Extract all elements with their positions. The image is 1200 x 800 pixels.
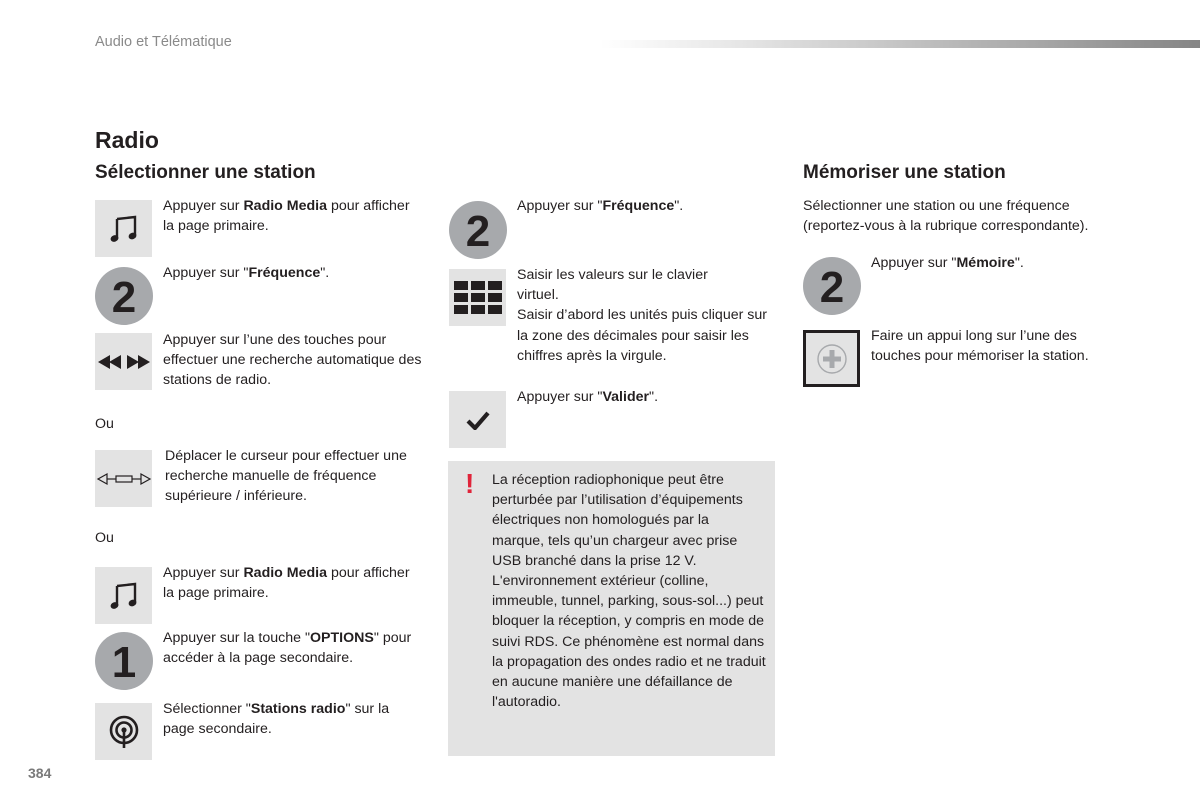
page-number: 384 <box>28 765 52 781</box>
step-text-line: Saisir les valeurs sur le clavier virtuel. <box>517 267 708 304</box>
chapter-label: Audio et Télématique <box>95 34 232 50</box>
stations-radio-button <box>95 703 152 760</box>
step-text: Appuyer sur la touche "OPTIONS" pour accéder à la page secondaire. <box>163 630 412 667</box>
step-text: Appuyer sur "Fréquence". <box>517 198 684 214</box>
frequency-slider <box>95 450 152 507</box>
step-text: Appuyer sur "Fréquence". <box>163 265 330 281</box>
or-label: Ou <box>95 416 114 432</box>
step-badge: 2 <box>95 267 153 325</box>
keypad-icon <box>454 281 502 315</box>
step-text: Appuyer sur Radio Media pour afficher la page primaire. <box>163 565 410 602</box>
warning-paragraph: L'environnement extérieur (colline, immeuble, tunnel, parking, sous-sol...) peut bloquer la réception, y compris en mode de suivi RDS. Ce phénomène est normal dans la propagation des ondes radio et ne traduit en aucune manière une défaillance de l'autoradio. <box>492 573 766 711</box>
intro-text: Sélectionner une station ou une fréquence (reportez-vous à la rubrique correspondante). <box>803 198 1089 235</box>
page-title: Radio <box>95 127 159 153</box>
warning-paragraph: La réception radiophonique peut être perturbée par l’utilisation d’équipements électriques non homologués par la marque, tels qu’un chargeur avec prise USB branché dans la prise 12 V. <box>492 472 743 569</box>
slider-cursor-icon <box>96 472 152 486</box>
preset-add-icon <box>816 343 848 375</box>
music-note-icon <box>108 580 140 612</box>
warning-note-text <box>492 470 772 712</box>
step-text: Appuyer sur "Valider". <box>517 389 659 405</box>
warning-exclamation-icon: ! <box>465 468 475 499</box>
radio-media-button <box>95 200 152 257</box>
step-text <box>517 265 779 366</box>
step-text: Appuyer sur l’une des touches pour effectuer une recherche automatique des stations de radio. <box>163 332 422 389</box>
step-badge: 2 <box>803 257 861 315</box>
step-text: Appuyer sur Radio Media pour afficher la page primaire. <box>163 198 410 235</box>
step-text: Sélectionner "Stations radio" sur la page secondaire. <box>163 701 390 738</box>
step-text: Déplacer le curseur pour effectuer une recherche manuelle de fréquence supérieure / inférieure. <box>165 448 407 505</box>
step-text: Appuyer sur "Mémoire". <box>871 255 1024 271</box>
preset-button <box>803 330 860 387</box>
music-note-icon <box>108 213 140 245</box>
or-label: Ou <box>95 530 114 546</box>
validate-button <box>449 391 506 448</box>
step-text: Faire un appui long sur l’une des touches pour mémoriser la station. <box>871 328 1089 365</box>
step-badge: 1 <box>95 632 153 690</box>
step-badge: 2 <box>449 201 507 259</box>
radio-stations-icon <box>108 715 140 749</box>
seek-buttons-icon <box>97 352 151 372</box>
seek-buttons <box>95 333 152 390</box>
step-text-line: Saisir d’abord les unités puis cliquer sur la zone des décimales pour saisir les chiffres après la virgule. <box>517 307 767 364</box>
virtual-keypad <box>449 269 506 326</box>
section-title-select-station: Sélectionner une station <box>95 162 316 183</box>
section-title-memorise-station: Mémoriser une station <box>803 162 1006 183</box>
radio-media-button <box>95 567 152 624</box>
header-gradient-bar <box>600 40 1200 48</box>
checkmark-icon <box>466 410 490 430</box>
